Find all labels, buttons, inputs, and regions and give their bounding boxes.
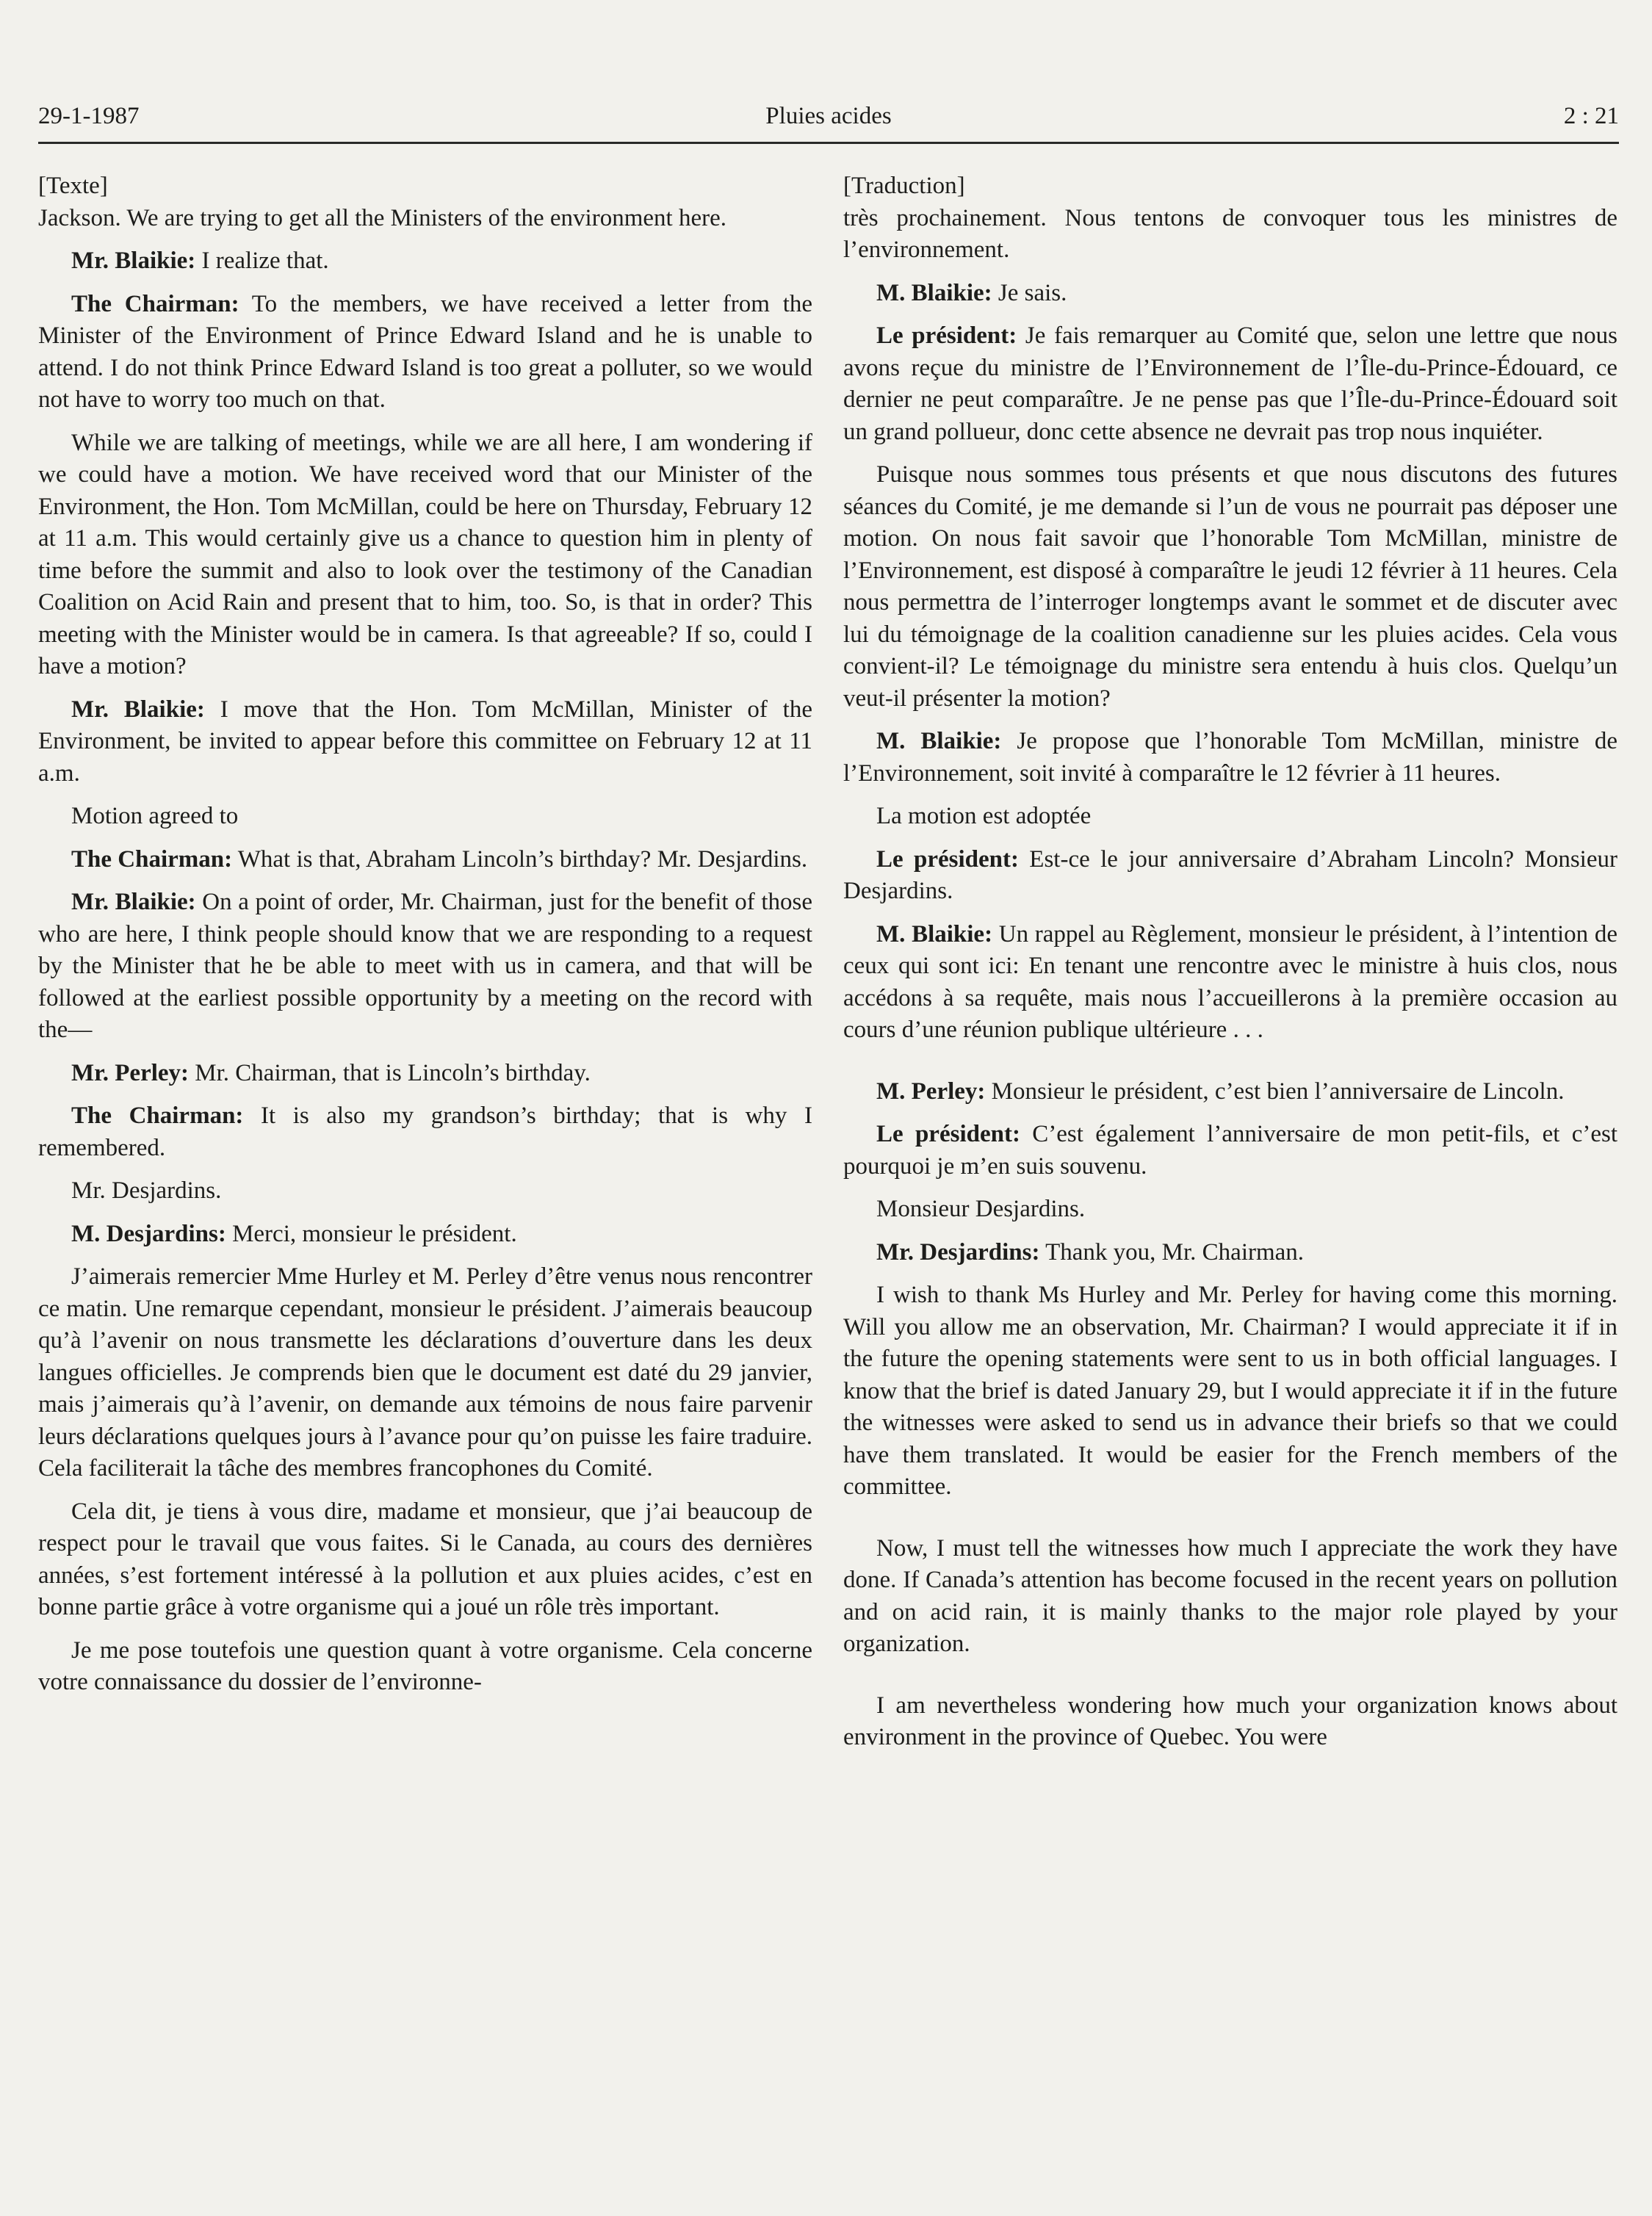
speaker: M. Blaikie: bbox=[876, 920, 993, 948]
speaker: M. Blaikie: bbox=[876, 728, 1002, 754]
paragraph: Cela dit, je tiens à vous dire, madame et monsieur, que j’ai beaucoup de respect pour le travail que vous faites. Si le Canada, au cours des dernières années, s’est fortement intéressé à la pollution et aux pluies acides, c’est en bonne partie grâce à votre organisme qui a joué un rôle très important. bbox=[38, 1498, 812, 1620]
speaker: Mr. Perley: bbox=[71, 1059, 190, 1086]
speech-text: What is that, Abraham Lincoln’s birthday? Mr. Desjardins. bbox=[232, 845, 808, 873]
speaker: M. Desjardins: bbox=[71, 1220, 226, 1247]
speaker: Mr. Blaikie: bbox=[71, 889, 196, 915]
speech-text: To the members, we have received a letter from the Minister of the Environment of Prince Edward Island and he is unable to attend. I do not think Prince Edward Island is too great a polluter, so we would not have to worry too much on that. bbox=[38, 290, 813, 413]
speech bbox=[843, 919, 1617, 1047]
speech-text: Merci, monsieur le président. bbox=[226, 1220, 517, 1247]
speech bbox=[38, 1219, 812, 1251]
speech bbox=[843, 1119, 1617, 1183]
header-rule bbox=[38, 142, 1619, 144]
speech-text: C’est également l’anniversaire de mon petit-fils, et c’est pourquoi je m’en suis souvenu. bbox=[843, 1121, 1617, 1180]
speech-text: Monsieur le président, c’est bien l’anniversaire de Lincoln. bbox=[985, 1078, 1565, 1105]
speaker: The Chairman: bbox=[71, 290, 239, 317]
speech bbox=[843, 320, 1617, 448]
speech bbox=[38, 844, 812, 876]
speaker: Le président: bbox=[876, 322, 1017, 349]
speech bbox=[843, 1237, 1617, 1269]
speech-text: Je sais. bbox=[992, 279, 1067, 306]
header-date: 29-1-1987 bbox=[38, 103, 140, 129]
speech bbox=[843, 1076, 1617, 1108]
speech-text: I move that the Hon. Tom McMillan, Minister of the Environment, be invited to appear before this committee on February 12 at 11 a.m. bbox=[38, 696, 812, 787]
page-header bbox=[38, 103, 1619, 147]
speaker: The Chairman: bbox=[71, 845, 233, 873]
speech bbox=[843, 278, 1617, 310]
speaker: Mr. Blaikie: bbox=[71, 248, 196, 274]
speaker: M. Blaikie: bbox=[876, 279, 992, 306]
column-tag: [Traduction] bbox=[843, 173, 965, 199]
speech-text: I realize that. bbox=[195, 248, 329, 274]
speaker: Mr. Blaikie: bbox=[71, 696, 205, 723]
paragraph: Puisque nous sommes tous présents et que nous discutons des futures séances du Comité, je me demande si l’un de vous ne pourrait pas déposer une motion. On nous fait savoir que l’honorable Tom McMillan, ministre de l’Environnement, est disposé à comparaître le jeudi 12 février à 11 heures. Cela nous permettra de l’interroger longtemps avant le sommet et de discuter avec lui du témoignage de la coalition canadienne sur les pluies acides. Cela vous convient-il? Le témoignage du ministre sera entendu à huis clos. Quelqu’un veut-il présenter la motion? bbox=[843, 461, 1617, 712]
speech-text: Je propose que l’honorable Tom McMillan, ministre de l’Environnement, soit invité à comparaître le 12 février à 11 heures. bbox=[843, 728, 1618, 787]
speech bbox=[38, 289, 812, 416]
header-title: Pluies acides bbox=[765, 103, 892, 129]
speech-text: Un rappel au Règlement, monsieur le président, à l’intention de ceux qui sont ici: En tenant une rencontre avec le ministre à huis clos, nous accédons à sa requête, mais nous l’accueillerons à la première occasion au cours d’une réunion publique ultérieure . . . bbox=[843, 920, 1617, 1043]
paragraph: J’aimerais remercier Mme Hurley et M. Perley d’être venus nous rencontrer ce matin. Une remarque cependant, monsieur le président. J’aimerais beaucoup qu’à l’avenir on nous transmette les déclarations d’ouverture dans les deux langues officielles. Je comprends bien que le document est daté du 29 janvier, mais j’aimerais qu’à l’avenir, on demande aux témoins de nous faire parvenir leurs déclarations quelques jours à l’avance pour qu’on puisse les faire traduire. Cela faciliterait la tâche des membres francophones du Comité. bbox=[38, 1263, 812, 1481]
paragraph: While we are talking of meetings, while we are all here, I am wondering if we could have a motion. We have received word that our Minister of the Environment, the Hon. Tom McMillan, could be here on Thursday, February 12 at 11 a.m. This would certainly give us a chance to question him in plenty of time before the summit and also to look over the testimony of the Canadian Coalition on Acid Rain and present that to him, too. So, is that in order? This meeting with the Minister would be in camera. Is that agreeable? If so, could I have a motion? bbox=[38, 429, 812, 679]
speaker: M. Perley: bbox=[876, 1078, 986, 1105]
speech-text: Thank you, Mr. Chairman. bbox=[1039, 1238, 1305, 1266]
paragraph: Mr. Desjardins. bbox=[71, 1177, 222, 1204]
speech-text: On a point of order, Mr. Chairman, just for the benefit of those who are here, I think people should know that we are responding to a request by the Minister that he be able to meet with us in camera, and that will be followed at the earliest possible opportunity by a meeting on the record with the— bbox=[38, 889, 812, 1043]
speaker: The Chairman: bbox=[71, 1102, 244, 1129]
speech bbox=[38, 245, 812, 278]
speech-text: Est-ce le jour anniversaire d’Abraham Lincoln? Monsieur Desjardins. bbox=[843, 845, 1617, 904]
paragraph: Je me pose toutefois une question quant à votre organisme. Cela concerne votre connaissance du dossier de l’environne- bbox=[38, 1636, 812, 1695]
column-tag: [Texte] bbox=[38, 173, 108, 199]
english-column bbox=[38, 170, 812, 1710]
speech-text: It is also my grandson’s birthday; that is why I remembered. bbox=[38, 1102, 812, 1161]
paragraph: Monsieur Desjardins. bbox=[876, 1196, 1086, 1222]
speech bbox=[843, 726, 1617, 790]
french-column bbox=[843, 170, 1617, 1765]
speaker: Le président: bbox=[876, 845, 1019, 873]
paragraph: La motion est adoptée bbox=[876, 803, 1092, 829]
speech bbox=[38, 1058, 812, 1090]
speaker: Mr. Desjardins: bbox=[876, 1238, 1040, 1266]
paragraph: Motion agreed to bbox=[71, 803, 239, 829]
speech bbox=[38, 887, 812, 1047]
header-page-number: 2 : 21 bbox=[1563, 103, 1619, 129]
paragraph: Now, I must tell the witnesses how much I appreciate the work they have done. If Canada’s attention has become focused in the recent years on pollution and on acid rain, it is mainly thanks to the major role played by your organization. bbox=[843, 1534, 1617, 1657]
speech-text: Mr. Chairman, that is Lincoln’s birthday. bbox=[189, 1059, 591, 1086]
speech bbox=[843, 844, 1617, 908]
speech bbox=[38, 1100, 812, 1164]
paragraph: très prochainement. Nous tentons de convoquer tous les ministres de l’environnement. bbox=[843, 204, 1617, 263]
paragraph: I wish to thank Ms Hurley and Mr. Perley for having come this morning. Will you allow me an observation, Mr. Chairman? I would appreciate it if in the future the opening statements were sent to us in both official languages. I know that the brief is dated January 29, but I would appreciate it if in the future the witnesses were asked to send us in advance their briefs so that we could have them translated. It would be easier for the French members of the committee. bbox=[843, 1282, 1617, 1500]
speech-text: Je fais remarquer au Comité que, selon une lettre que nous avons reçue du ministre de l’Environnement de l’Île-du-Prince-Édouard, ce dernier ne peut comparaître. Je ne pense pas que l’Île-du-Prince-Édouard soit un grand pollueur, donc cette absence ne devrait pas trop nous inquiéter. bbox=[843, 322, 1617, 445]
speech bbox=[38, 694, 812, 790]
speaker: Le président: bbox=[876, 1121, 1020, 1147]
paragraph: Jackson. We are trying to get all the Ministers of the environment here. bbox=[38, 204, 726, 231]
paragraph: I am nevertheless wondering how much your organization knows about environment in the province of Quebec. You were bbox=[843, 1692, 1617, 1750]
